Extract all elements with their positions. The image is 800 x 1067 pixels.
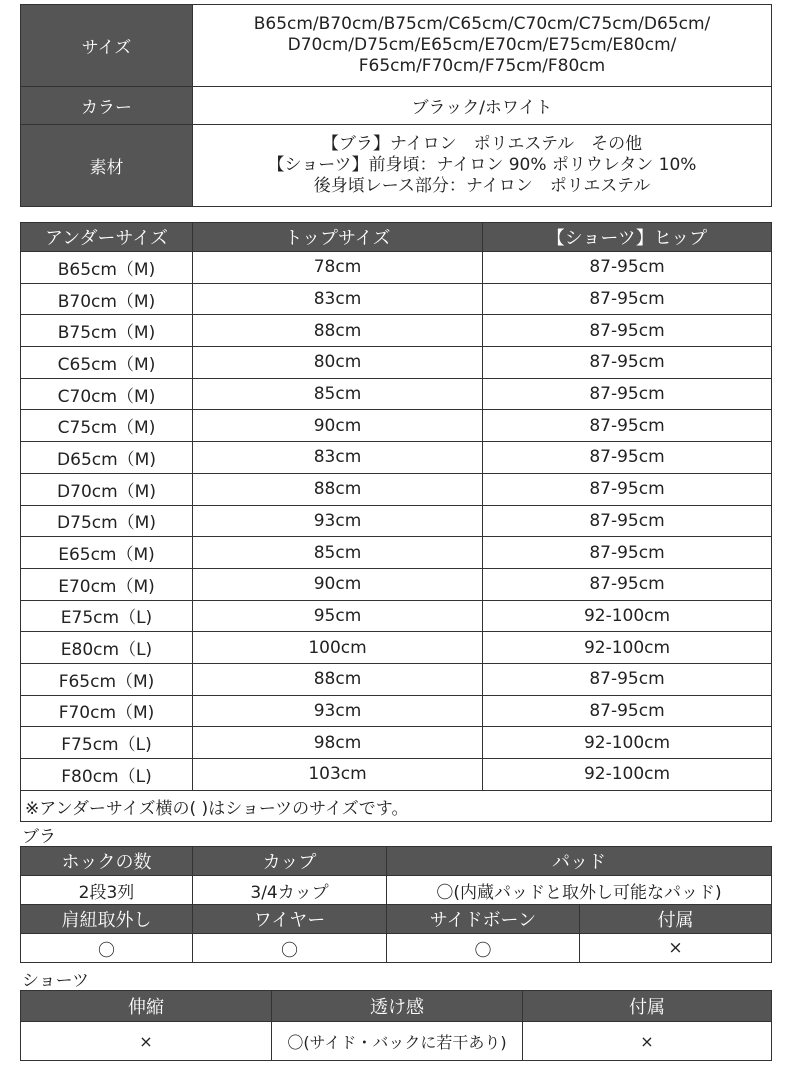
shorts-table <box>20 990 772 1061</box>
under-size-cell: B70cm（M) <box>21 283 193 315</box>
header-stretch: 伸縮 <box>21 991 272 1022</box>
table-row <box>21 252 772 284</box>
under-size-cell: F75cm（L) <box>21 727 193 759</box>
top-size-cell: 80cm <box>193 347 483 379</box>
under-size-cell: C75cm（M) <box>21 410 193 442</box>
spec-table <box>20 4 772 207</box>
header-shorts-hip: 【ショーツ】ヒップ <box>483 223 772 252</box>
size-table-header <box>21 223 772 252</box>
table-row <box>21 473 772 505</box>
sheerness-value: 〇(サイド・バックに若干あり) <box>272 1022 523 1061</box>
stretch-value: × <box>21 1022 272 1061</box>
hip-cell: 87-95cm <box>483 568 772 600</box>
bra-table <box>20 846 772 963</box>
header-under-size: アンダーサイズ <box>21 223 193 252</box>
header-cup: カップ <box>193 847 387 876</box>
header-accessory: 付属 <box>580 905 772 934</box>
table-row <box>21 663 772 695</box>
hip-cell: 87-95cm <box>483 252 772 284</box>
top-size-cell: 93cm <box>193 505 483 537</box>
hip-cell: 87-95cm <box>483 378 772 410</box>
size-line: F65cm/F70cm/F75cm/F80cm <box>358 56 606 76</box>
header-wire: ワイヤー <box>193 905 387 934</box>
material-line: 後身頃レース部分：ナイロン ポリエステル <box>313 176 651 196</box>
material-list <box>193 125 772 207</box>
shorts-accessory-value: × <box>523 1022 772 1061</box>
top-size-cell: 83cm <box>193 283 483 315</box>
under-size-cell: F65cm（M) <box>21 663 193 695</box>
top-size-cell: 85cm <box>193 378 483 410</box>
under-size-cell: C65cm（M) <box>21 347 193 379</box>
top-size-cell: 100cm <box>193 632 483 664</box>
hip-cell: 87-95cm <box>483 537 772 569</box>
size-label: サイズ <box>21 5 193 87</box>
header-shorts-accessory: 付属 <box>523 991 772 1022</box>
material-line: 【ブラ】ナイロン ポリエステル その他 <box>321 134 643 154</box>
shorts-section-label: ショーツ <box>22 971 89 991</box>
hook-count-value: 2段3列 <box>21 876 193 905</box>
bra-section-label: ブラ <box>22 827 56 847</box>
table-row <box>21 442 772 474</box>
under-size-cell: C70cm（M) <box>21 378 193 410</box>
table-row <box>21 410 772 442</box>
hip-cell: 92-100cm <box>483 727 772 759</box>
table-row <box>21 632 772 664</box>
accessory-value: × <box>580 934 772 963</box>
table-row <box>21 537 772 569</box>
under-size-cell: D65cm（M) <box>21 442 193 474</box>
hip-cell: 87-95cm <box>483 663 772 695</box>
size-line: D70cm/D75cm/E65cm/E70cm/E75cm/E80cm/ <box>287 35 677 55</box>
table-row <box>21 505 772 537</box>
under-size-cell: E70cm（M) <box>21 568 193 600</box>
hip-cell: 87-95cm <box>483 695 772 727</box>
hip-cell: 87-95cm <box>483 442 772 474</box>
size-note: ※アンダーサイズ横の( )はショーツのサイズです。 <box>21 790 772 822</box>
table-row <box>21 695 772 727</box>
header-sheerness: 透け感 <box>272 991 523 1022</box>
table-row <box>21 315 772 347</box>
under-size-cell: B75cm（M) <box>21 315 193 347</box>
hip-cell: 92-100cm <box>483 759 772 791</box>
top-size-cell: 85cm <box>193 537 483 569</box>
top-size-cell: 90cm <box>193 568 483 600</box>
table-row <box>21 283 772 315</box>
top-size-cell: 95cm <box>193 600 483 632</box>
top-size-cell: 78cm <box>193 252 483 284</box>
top-size-cell: 88cm <box>193 473 483 505</box>
table-row <box>21 759 772 791</box>
header-top-size: トップサイズ <box>193 223 483 252</box>
top-size-cell: 90cm <box>193 410 483 442</box>
under-size-cell: B65cm（M) <box>21 252 193 284</box>
hip-cell: 92-100cm <box>483 632 772 664</box>
table-row <box>21 347 772 379</box>
top-size-cell: 88cm <box>193 663 483 695</box>
side-bone-value: 〇 <box>387 934 580 963</box>
hip-cell: 87-95cm <box>483 283 772 315</box>
top-size-cell: 93cm <box>193 695 483 727</box>
under-size-cell: F80cm（L) <box>21 759 193 791</box>
top-size-cell: 88cm <box>193 315 483 347</box>
table-row <box>21 568 772 600</box>
under-size-cell: F70cm（M) <box>21 695 193 727</box>
hip-cell: 87-95cm <box>483 347 772 379</box>
hip-cell: 87-95cm <box>483 473 772 505</box>
hip-cell: 87-95cm <box>483 410 772 442</box>
color-label: カラー <box>21 87 193 125</box>
hip-cell: 92-100cm <box>483 600 772 632</box>
hip-cell: 87-95cm <box>483 315 772 347</box>
pad-value: 〇(内蔵パッドと取外し可能なパッド) <box>387 876 772 905</box>
header-hook-count: ホックの数 <box>21 847 193 876</box>
top-size-cell: 83cm <box>193 442 483 474</box>
top-size-cell: 98cm <box>193 727 483 759</box>
material-line: 【ショーツ】前身頃：ナイロン 90% ポリウレタン 10% <box>267 155 697 175</box>
top-size-cell: 103cm <box>193 759 483 791</box>
table-row <box>21 378 772 410</box>
under-size-cell: E65cm（M) <box>21 537 193 569</box>
color-value: ブラック/ホワイト <box>193 87 772 125</box>
table-row <box>21 727 772 759</box>
header-pad: パッド <box>387 847 772 876</box>
strap-removable-value: 〇 <box>21 934 193 963</box>
size-line: B65cm/B70cm/B75cm/C65cm/C70cm/C75cm/D65cm/ <box>253 14 711 34</box>
under-size-cell: E80cm（L) <box>21 632 193 664</box>
under-size-cell: E75cm（L) <box>21 600 193 632</box>
under-size-cell: D75cm（M) <box>21 505 193 537</box>
hip-cell: 87-95cm <box>483 505 772 537</box>
material-label: 素材 <box>21 125 193 207</box>
header-strap-removable: 肩紐取外し <box>21 905 193 934</box>
under-size-cell: D70cm（M) <box>21 473 193 505</box>
size-list <box>193 5 772 87</box>
wire-value: 〇 <box>193 934 387 963</box>
cup-value: 3/4カップ <box>193 876 387 905</box>
size-table <box>20 222 772 822</box>
table-row <box>21 600 772 632</box>
header-side-bone: サイドボーン <box>387 905 580 934</box>
